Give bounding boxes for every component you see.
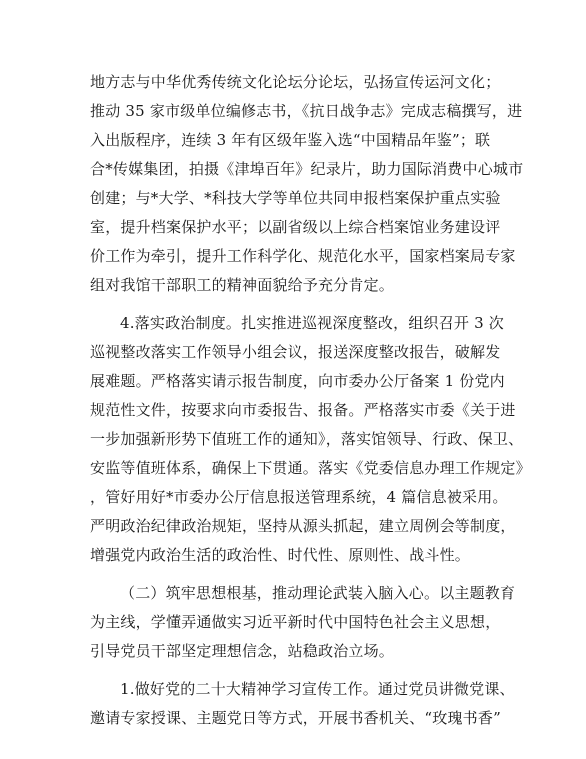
- text-line: 展难题。严格落实请示报告制度，向市委办公厅备案 1 份党内: [90, 372, 505, 390]
- text-line: 增强党内政治生活的政治性、时代性、原则性、战斗性。: [90, 546, 471, 564]
- text-line: ，管好用好*市委办公厅信息报送管理系统，4 篇信息被采用。: [90, 488, 508, 506]
- text-line: 合*传媒集团，拍摄《津埠百年》纪录片，助力国际消费中心城市: [90, 160, 524, 178]
- text-line: 地方志与中华优秀传统文化论坛分论坛，弘扬宣传运河文化；: [90, 73, 501, 91]
- text-line: 入出版程序，连续 3 年有区级年鉴入选“中国精品年鉴”；联: [90, 131, 491, 149]
- text-line: 规范性文件，按要求向市委报告、报备。严格落实市委《关于进: [90, 401, 516, 419]
- text-line: 邀请专家授课、主题党日等方式，开展书香机关、“玫瑰书香”: [90, 709, 501, 727]
- text-line: 1.做好党的二十大精神学习宣传工作。通过党员讲微党课、: [120, 680, 515, 698]
- text-line: 4.落实政治制度。扎实推进巡视深度整改，组织召开 3 次: [120, 314, 504, 332]
- text-line: 引导党员干部坚定理想信念，站稳政治立场。: [90, 642, 395, 660]
- text-line: 一步加强新形势下值班工作的通知》，落实馆领导、行政、保卫、: [90, 430, 524, 448]
- text-line: 巡视整改落实工作领导小组会议，报送深度整改报告，破解发: [90, 343, 501, 361]
- text-line: 严明政治纪律政治规矩，坚持从源头抓起，建立周例会等制度，: [90, 517, 516, 535]
- text-line: 推动 35 家市级单位编修志书，《抗日战争志》完成志稿撰写，进: [90, 102, 523, 120]
- text-line: 安监等值班体系，确保上下贯通。落实《党委信息办理工作规定》: [90, 459, 531, 477]
- text-line: 为主线，学懂弄通做实习近平新时代中国特色社会主义思想，: [90, 613, 501, 631]
- text-line: （二）筑牢思想根基，推动理论武装入脑入心。以主题教育: [120, 584, 516, 602]
- text-line: 室，提升档案保护水平；以副省级以上综合档案馆业务建设评: [90, 218, 501, 236]
- text-line: 价工作为牵引，提升工作科学化、规范化水平，国家档案局专家: [90, 247, 516, 265]
- text-line: 创建；与*大学、*科技大学等单位共同申报档案保护重点实验: [90, 189, 501, 207]
- text-line: 组对我馆干部职工的精神面貌给予充分肯定。: [90, 276, 395, 294]
